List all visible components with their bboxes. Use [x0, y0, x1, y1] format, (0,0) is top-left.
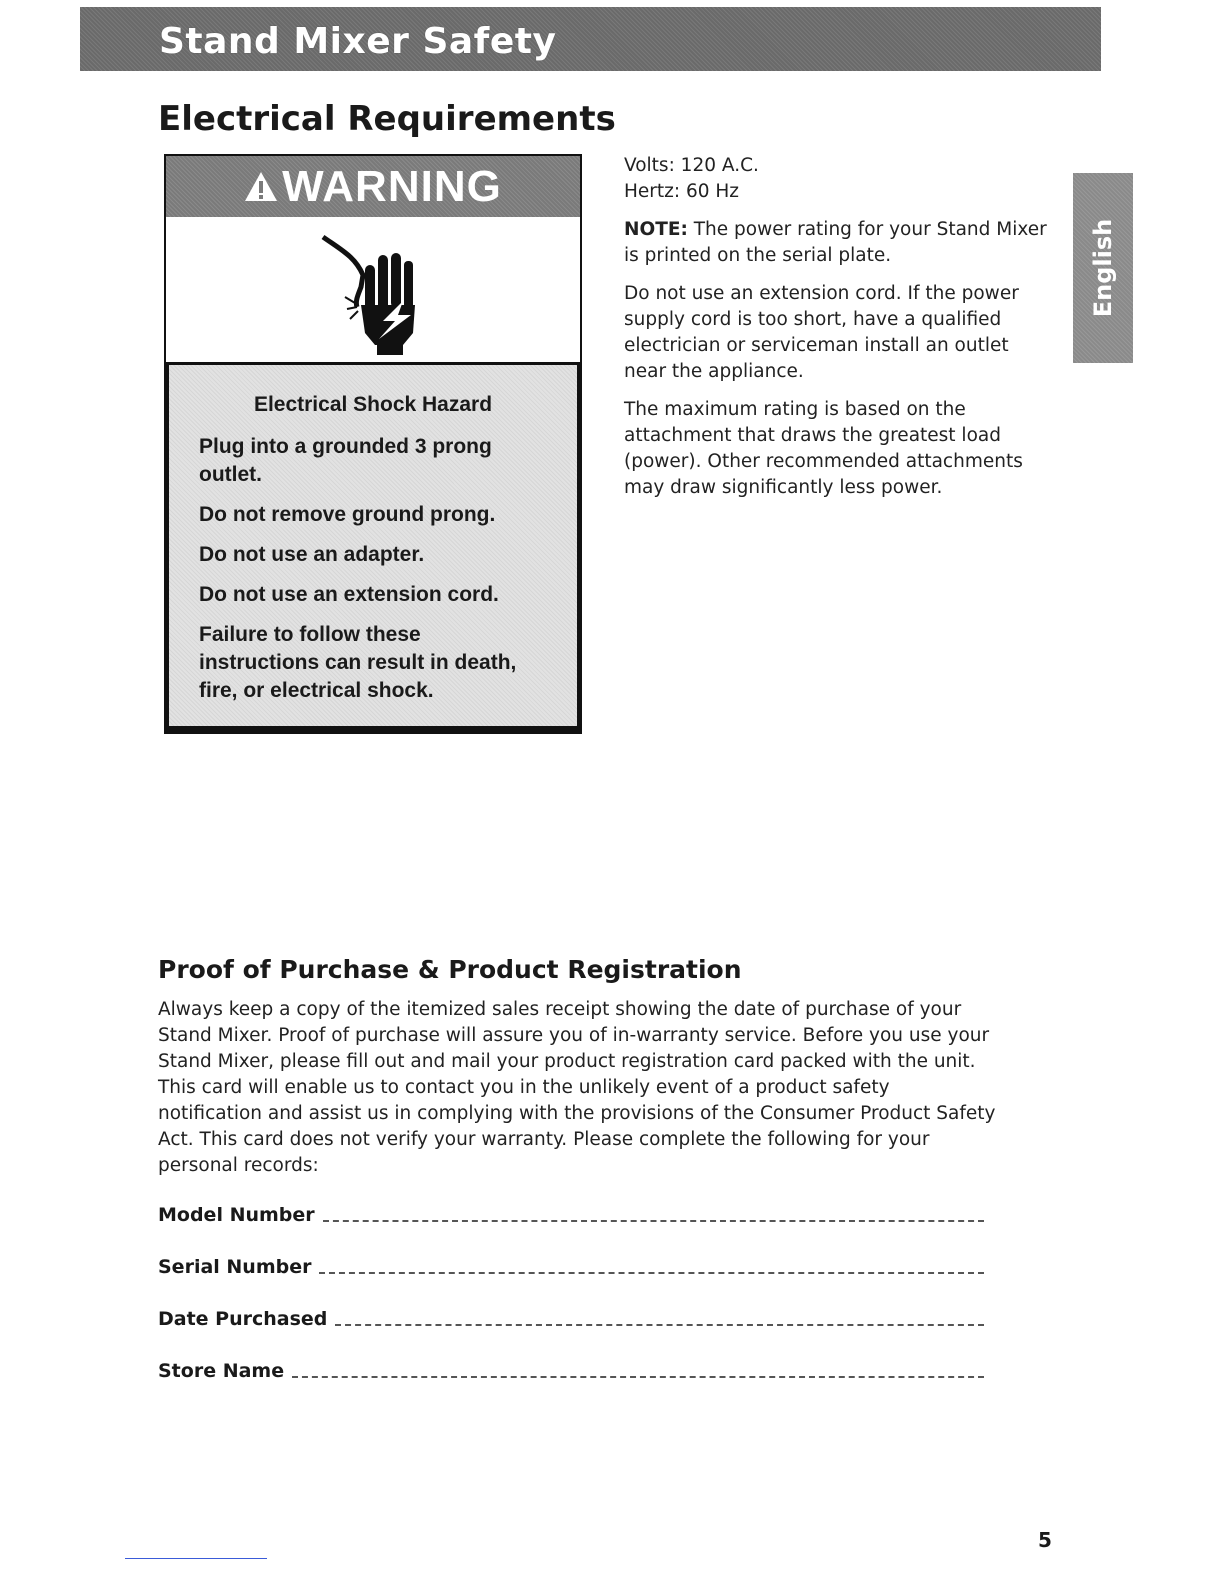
page-number: 5 — [1038, 1528, 1052, 1552]
hazard-instructions — [199, 433, 539, 717]
footnote-divider — [125, 1558, 267, 1559]
proof-of-purchase-text: Always keep a copy of the itemized sales receipt showing the date of purchase of your Stand Mixer. Proof of purchase will assure you of in-warranty service. Before you use your Stand Mixer, please fill out and mail your product registration card packed with the unit. This card will enable us to contact you in the unlikely event of a product safety notification and assist us in complying with the provisions of the Consumer Product Safety Act. This card does not verify your warranty. Please complete the following for your personal records: — [158, 999, 996, 1176]
fill-in-line — [323, 1220, 984, 1222]
note-label: NOTE: — [624, 219, 688, 240]
hertz-spec: Hertz: 60 Hz — [624, 181, 740, 202]
warning-box — [164, 154, 582, 734]
hazard-item: Failure to follow these instructions can result in death, fire, or electrical shock. — [199, 623, 517, 702]
model-number-field — [158, 1204, 984, 1226]
hazard-item: Do not use an extension cord. — [199, 583, 499, 606]
fill-in-line — [335, 1324, 984, 1326]
extension-cord-paragraph: Do not use an extension cord. If the power supply cord is too short, have a qualified electrician or serviceman install an outlet near the appliance. — [624, 283, 1019, 382]
hazard-item: Do not use an adapter. — [199, 543, 425, 566]
warning-body — [166, 365, 580, 732]
serial-number-field — [158, 1256, 984, 1278]
field-label: Serial Number — [158, 1256, 312, 1278]
page-title: Stand Mixer Safety — [159, 21, 557, 62]
electric-shock-hand-icon — [303, 225, 443, 355]
store-name-field — [158, 1360, 984, 1382]
field-label: Store Name — [158, 1360, 285, 1382]
electrical-requirements-heading: Electrical Requirements — [158, 99, 616, 139]
volts-spec: Volts: 120 A.C. — [624, 155, 759, 176]
hazard-title: Electrical Shock Hazard — [253, 393, 493, 416]
date-purchased-field — [158, 1308, 984, 1330]
language-tab — [1073, 173, 1133, 363]
note-text: The power rating for your Stand Mixer is printed on the serial plate. — [624, 219, 1047, 266]
warning-header — [166, 156, 580, 217]
header-banner — [80, 7, 1101, 71]
shock-hazard-pictogram — [166, 217, 580, 365]
electrical-specs-column — [624, 153, 1054, 513]
warning-label: WARNING — [282, 161, 502, 211]
language-tab-label: English — [1089, 218, 1117, 318]
warning-triangle-icon — [244, 170, 278, 204]
hazard-item: Plug into a grounded 3 prong outlet. — [199, 435, 492, 486]
max-rating-paragraph: The maximum rating is based on the attachment that draws the greatest load (power). Other recommended attachments may draw significantly less power. — [624, 399, 1023, 498]
power-rating-note — [624, 217, 1054, 269]
hazard-item: Do not remove ground prong. — [199, 503, 496, 526]
field-label: Model Number — [158, 1204, 315, 1226]
proof-of-purchase-heading: Proof of Purchase & Product Registration — [158, 955, 742, 984]
fill-in-line — [319, 1272, 984, 1274]
fill-in-line — [292, 1376, 984, 1378]
field-label: Date Purchased — [158, 1308, 328, 1330]
